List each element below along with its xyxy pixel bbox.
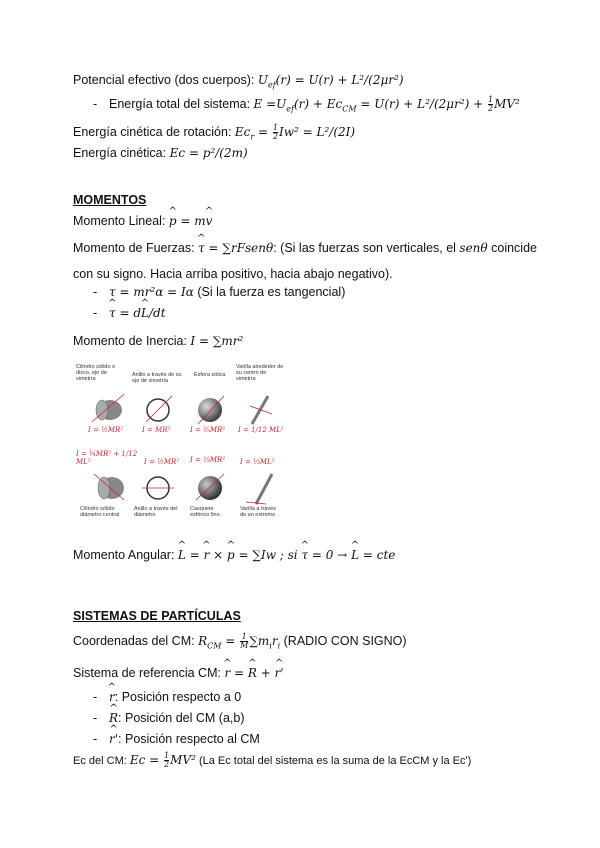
text: Momento Angular: xyxy=(73,548,178,562)
sphere-icon xyxy=(198,396,224,424)
formula-mid: I = ½MR² xyxy=(144,458,180,466)
formula-top: I = 1/12 ML² xyxy=(238,426,284,434)
list-item: -^ R: Posición del CM (a,b) xyxy=(93,710,244,726)
line-inercia xyxy=(73,333,243,349)
text: senθ xyxy=(459,241,488,255)
text: Energía cinética de rotación: xyxy=(73,125,235,139)
list-item: -^ r': Posición respecto al CM xyxy=(93,731,260,747)
symbol: ^ r xyxy=(109,689,115,705)
line-fuerzas-2: con su signo. Hacia arriba positivo, hacia abajo negativo). xyxy=(73,267,393,281)
formula-mid: I = ⅓ML² xyxy=(240,458,275,466)
equation-inercia: I = ∑mr² xyxy=(190,334,244,348)
heading-momentos: MOMENTOS xyxy=(73,193,147,207)
text: Momento de Fuerzas: xyxy=(73,241,199,255)
text: coincide xyxy=(487,241,537,255)
text: : Posición respecto a 0 xyxy=(114,690,242,704)
text: Coordenadas del CM: xyxy=(73,634,199,648)
rod-icon xyxy=(246,474,272,504)
figure-label: Varilla alrededor de su centro de simetría xyxy=(236,364,284,382)
ring-icon xyxy=(146,396,172,422)
equation-fuerzas: ^ τ = ∑rFsenθ xyxy=(198,241,273,255)
text: Sistema de referencia CM: xyxy=(73,666,225,680)
equation-ec-cm: Ec = $\frac{1}{2}$ MV² xyxy=(129,751,196,769)
text: (La Ec total del sistema es la suma de la EcCM y la Ec') xyxy=(195,755,472,767)
ring-icon xyxy=(142,477,174,499)
line-rotacion xyxy=(73,124,355,145)
formula-top: I = MR² xyxy=(142,426,171,434)
text: : (Si las fuerzas son verticales, el xyxy=(273,241,460,255)
equation-rotacion: $Ec_r$ = $\frac{1}{2}$ Iw² = L²/(2I) xyxy=(234,123,356,142)
symbol: ^ r' xyxy=(109,731,118,747)
line-cinetica xyxy=(73,145,248,161)
heading-sistemas: SISTEMAS DE PARTÍCULAS xyxy=(73,609,241,623)
list-item: -^ r: Posición respecto a 0 xyxy=(93,689,241,705)
shapes-row-top xyxy=(76,390,286,430)
line-potencial xyxy=(73,72,404,93)
line-momento-angular xyxy=(73,547,395,563)
equation-tau1: τ = mr²α = Iα xyxy=(109,285,194,299)
formula-mid: I = ⅔MR² xyxy=(190,456,226,464)
text: Ec del CM: xyxy=(73,755,130,767)
formula-top: I = ½MR² xyxy=(88,426,124,434)
figure-label: Varilla a través de un extremo xyxy=(240,506,276,518)
text: (RADIO CON SIGNO) xyxy=(280,634,407,648)
text: Potencial efectivo (dos cuerpos): xyxy=(73,73,258,87)
line-momento-fuerzas xyxy=(73,240,537,256)
equation-lineal: ^ p = m^ v xyxy=(169,214,213,228)
equation-energia-total: $E =U_{ef}(r) + Ec_{CM} = U(r) + L^2/(2\mu r^2)$ + $\frac{1}{2}$ MV² xyxy=(253,95,520,114)
line-momento-lineal xyxy=(73,213,212,229)
figure-label: Cilindro sólido diámetro central xyxy=(80,506,120,518)
formula-mid: I = ¼MR² + 1/12 ML² xyxy=(76,450,138,466)
equation-potencial: $U_{ef}(r) = U(r) + L^2/(2\mu r^2)$ xyxy=(257,73,404,90)
cylinder-icon xyxy=(94,474,124,500)
inertia-figure xyxy=(76,364,286,526)
shapes-row-bottom xyxy=(76,470,286,506)
figure-label: Cilindro sólido o disco, eje de simetría xyxy=(76,364,116,382)
figure-label: Esfera sólica xyxy=(194,372,226,378)
rod-icon xyxy=(250,396,272,424)
symbol: ^ R xyxy=(109,710,118,726)
figure-label: Anillo a través de su eje de simetría xyxy=(132,372,182,384)
text: Momento de Inercia: xyxy=(73,334,191,348)
equation-ref: ^ r = ^ R + ^ r' xyxy=(224,666,283,680)
text: Energía total del sistema: xyxy=(109,97,254,111)
line-ref xyxy=(73,665,284,681)
cylinder-icon xyxy=(92,394,124,422)
line-tau-1: - τ = mr²α = Iα (Si la fuerza es tangencial) xyxy=(93,285,346,299)
equation-cm: $R_{CM}$ = $\frac{1}{M}$ $\sum m_ir_i$ xyxy=(198,632,281,651)
figure-label: Casquete esférico fino xyxy=(190,506,220,518)
figure-label: Anillo a través del diámetro xyxy=(134,506,178,518)
equation-tau2: ^ τ = d^ L/dt xyxy=(109,306,166,320)
line-cm xyxy=(73,633,407,654)
formula-top: I = ⅖MR² xyxy=(190,426,226,434)
equation-cinetica: Ec = p²/(2m) xyxy=(169,146,248,160)
text: Momento Lineal: xyxy=(73,214,169,228)
text: : Posición respecto al CM xyxy=(118,732,260,746)
line-tau-2: -^ τ = d^ L/dt xyxy=(93,305,166,321)
text: (Si la fuerza es tangencial) xyxy=(193,285,346,299)
equation-angular: ^ L = ^ r × ^ p = ∑Iw ; si ^ τ = 0 → ^ L = cte xyxy=(178,548,395,562)
line-energia-total: - Energía total del sistema: $E =U_{ef}(r) + Ec_{CM} = U(r) + L^2/(2\mu r^2)$ + $\frac{1}{2}$ MV² xyxy=(93,95,520,114)
text: Energía cinética: xyxy=(73,146,170,160)
line-ec-cm xyxy=(73,752,471,769)
sphere-icon xyxy=(196,474,224,500)
text: : Posición del CM (a,b) xyxy=(118,711,245,725)
